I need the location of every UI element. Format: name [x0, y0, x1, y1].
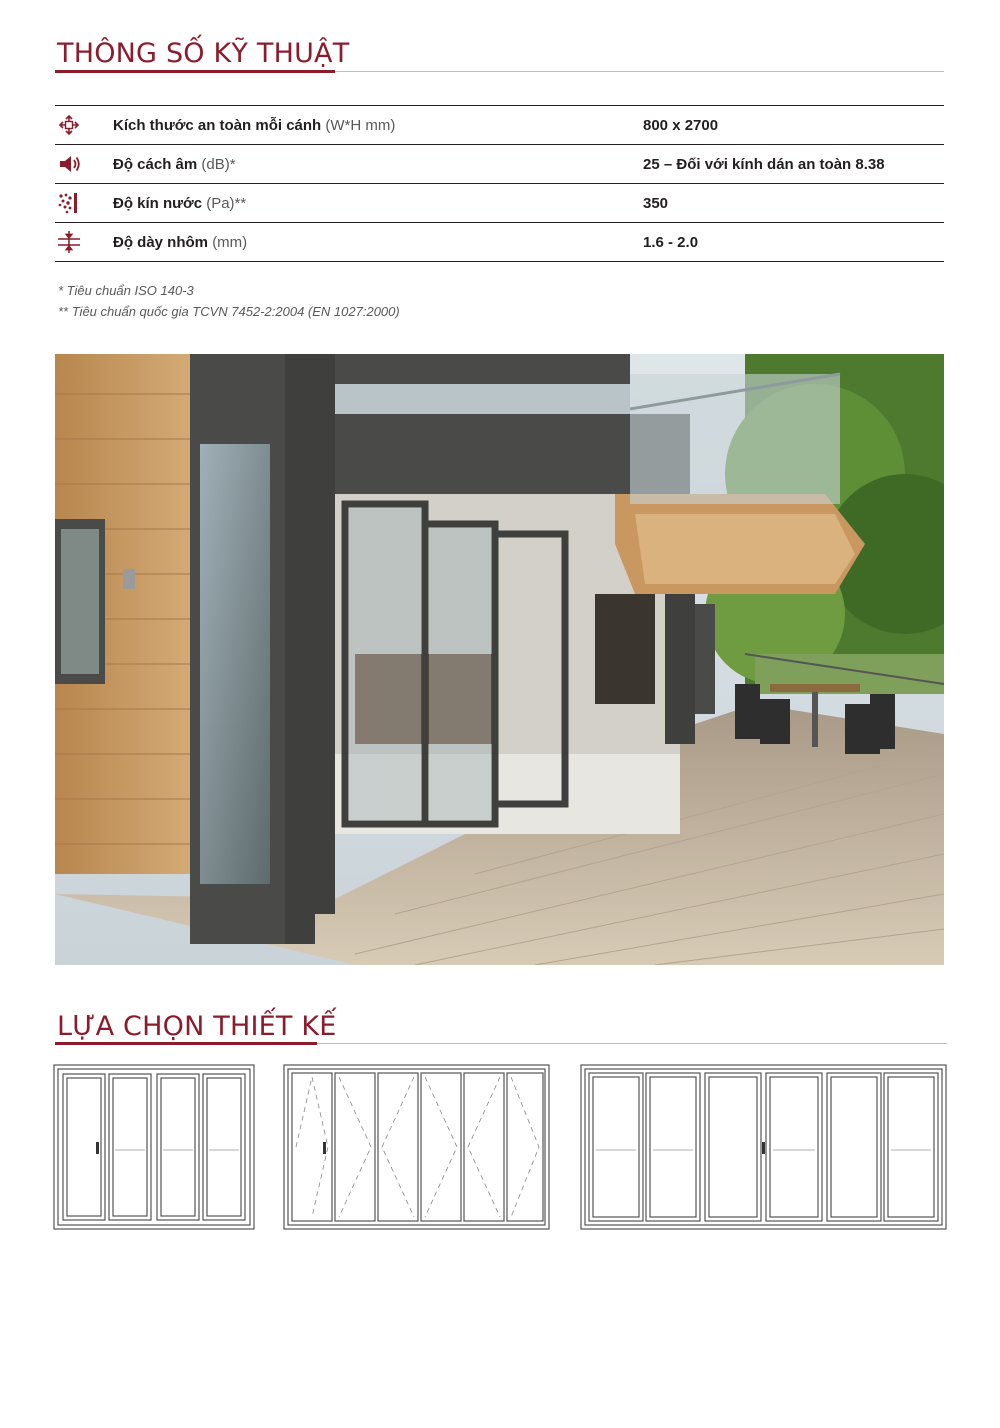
- spec-value: 800 x 2700: [643, 116, 719, 134]
- footnote-tcvn: ** Tiêu chuẩn quốc gia TCVN 7452-2:2004 (EN 1027:2000): [58, 304, 400, 319]
- design-option-4-panel: [53, 1064, 255, 1230]
- design-title-underline: [55, 1042, 317, 1045]
- spec-label: Kích thước an toàn mỗi cánh (W*H mm): [113, 116, 396, 134]
- spec-value: 350: [643, 194, 669, 212]
- spec-row-size: [55, 106, 944, 145]
- spec-label: Độ dày nhôm (mm): [113, 233, 248, 251]
- spec-value: 1.6 - 2.0: [643, 233, 699, 251]
- design-title: LỰA CHỌN THIẾT KẾ: [57, 1011, 337, 1042]
- water-drops-icon: [57, 191, 81, 215]
- spec-table: [55, 105, 944, 262]
- design-title-rule: [317, 1043, 947, 1044]
- spec-label: Độ kín nước (Pa)**: [113, 194, 247, 212]
- spec-row-water: [55, 184, 944, 223]
- house-photo: [55, 354, 944, 965]
- move-arrows-icon: [57, 113, 81, 137]
- specs-title-rule: [335, 71, 944, 72]
- specs-title-underline: [55, 70, 335, 73]
- speaker-icon: [57, 152, 81, 176]
- specs-title: THÔNG SỐ KỸ THUẬT: [57, 38, 350, 69]
- spec-label: Độ cách âm (dB)*: [113, 155, 236, 173]
- spec-row-sound: [55, 145, 944, 184]
- design-option-6-panel: [283, 1064, 550, 1230]
- spec-row-thickness: [55, 223, 944, 262]
- design-option-8-panel: [580, 1064, 947, 1230]
- footnote-iso: * Tiêu chuẩn ISO 140-3: [58, 283, 194, 298]
- thickness-icon: [57, 230, 81, 254]
- spec-value: 25 – Đối với kính dán an toàn 8.38: [643, 155, 885, 173]
